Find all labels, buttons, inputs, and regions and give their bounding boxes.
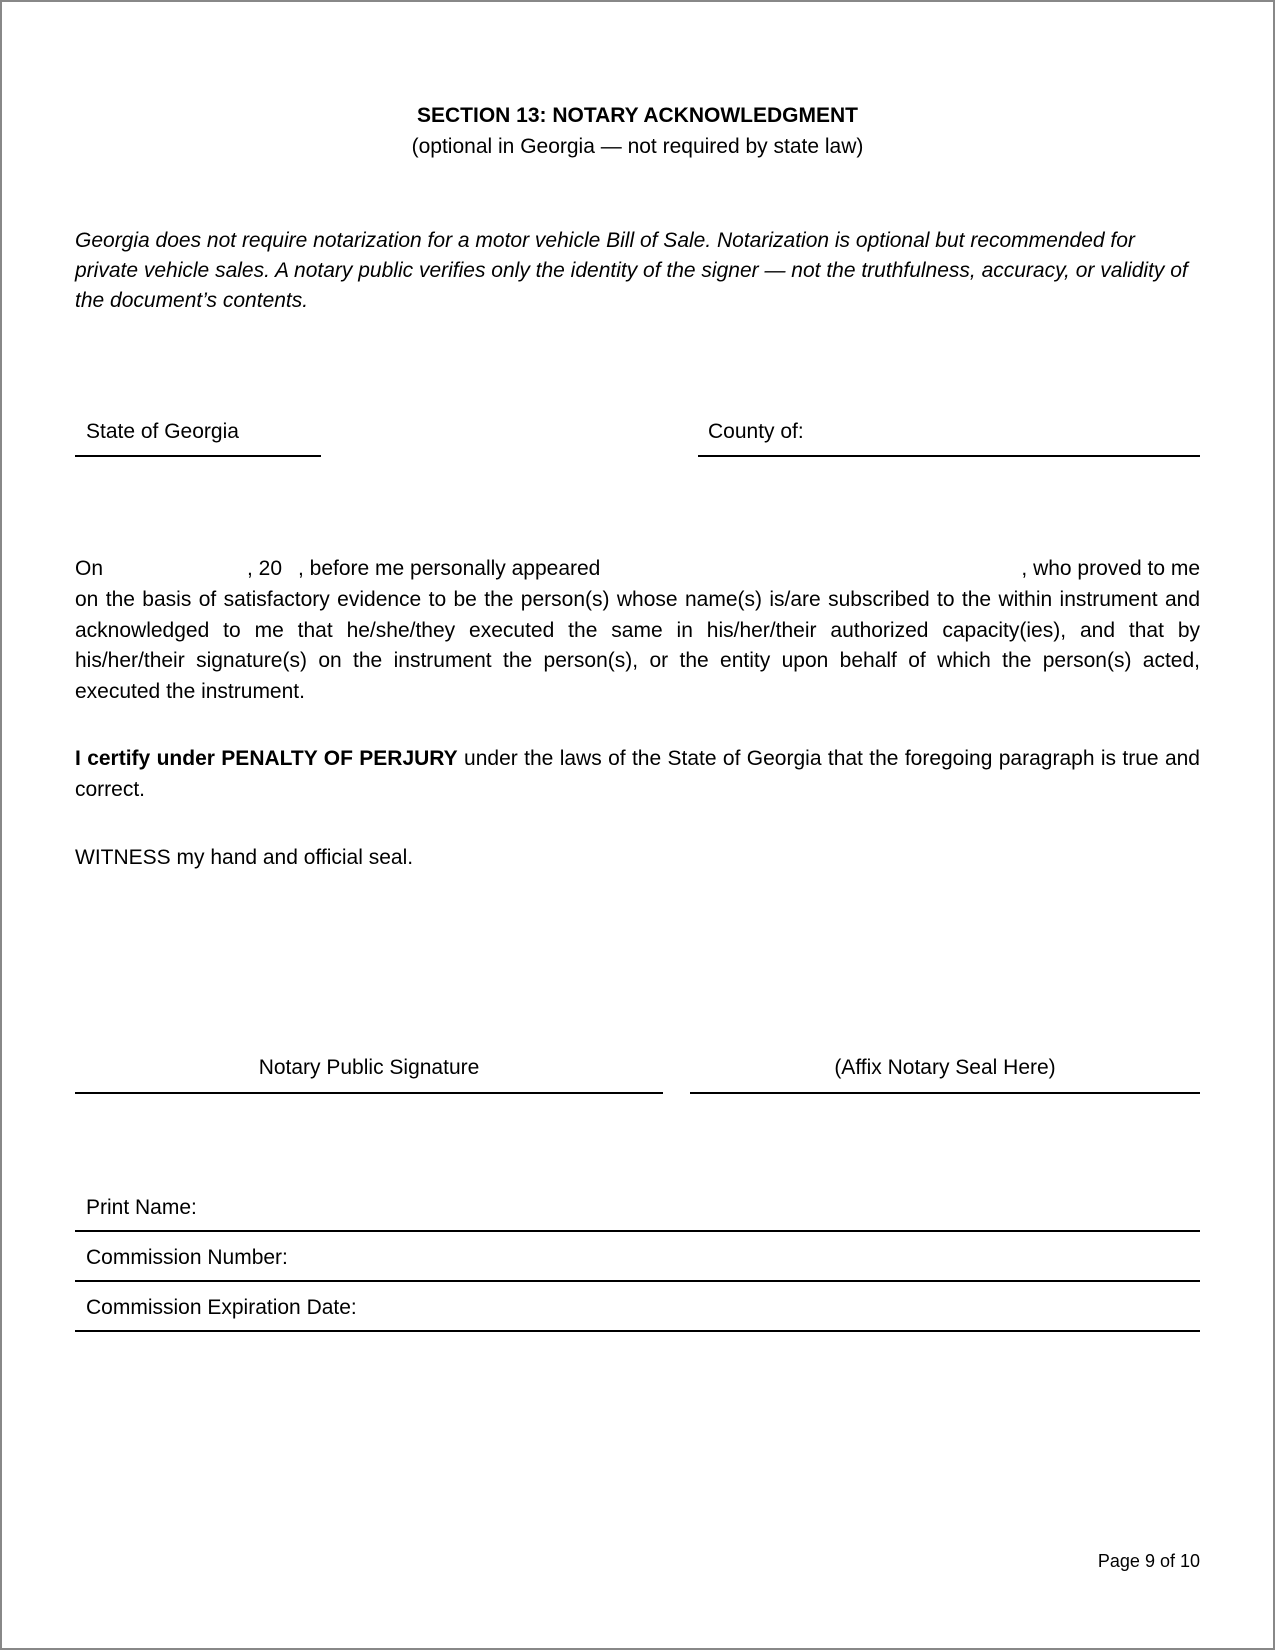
commission-expiration-label: Commission Expiration Date: xyxy=(86,1296,357,1319)
county-label: County of: xyxy=(708,420,804,443)
witness-line: WITNESS my hand and official seal. xyxy=(75,846,414,869)
print-name-field[interactable] xyxy=(75,1230,1200,1232)
certification-bold: I certify under PENALTY OF PERJURY xyxy=(75,747,458,770)
commission-expiration-field[interactable] xyxy=(75,1330,1200,1332)
ack-appeared: , before me personally appeared xyxy=(298,557,601,580)
certification-paragraph xyxy=(75,744,1200,805)
seal-label: (Affix Notary Seal Here) xyxy=(834,1056,1056,1079)
county-field[interactable] xyxy=(698,455,1200,457)
ack-proved: , who proved to me xyxy=(1021,557,1200,580)
ack-body: on the basis of satisfactory evidence to be the person(s) whose name(s) is/are subscribed to the within instrument and acknowledged to me that he/she/they executed the same in his/her/their authorized capacity(ies), and that by his/her/their signature(s) on the instrument the person(s), or the entity upon behalf of which the person(s) acted, executed the instrument. xyxy=(75,588,1200,703)
state-label: State of Georgia xyxy=(86,420,239,443)
print-name-label: Print Name: xyxy=(86,1196,197,1219)
seal-line xyxy=(690,1092,1200,1094)
page-number: Page 9 of 10 xyxy=(1097,1551,1200,1571)
notary-signature-label: Notary Public Signature xyxy=(258,1056,480,1079)
section-subtitle: (optional in Georgia — not required by state law) xyxy=(411,135,864,158)
ack-year-prefix: , 20 xyxy=(247,557,283,580)
state-line[interactable] xyxy=(75,455,321,457)
ack-on: On xyxy=(75,557,104,580)
intro-text: Georgia does not require notarization for a motor vehicle Bill of Sale. Notarization is optional but recommended for private vehicle sales. A notary public verifies only the identity of the signer — not the truthfulness, accuracy, or validity of the document’s contents. xyxy=(75,229,1188,312)
notary-signature-line[interactable] xyxy=(75,1092,663,1094)
commission-number-label: Commission Number: xyxy=(86,1246,288,1269)
certification-rest: under the laws of the State of Georgia that the foregoing paragraph is true and correct. xyxy=(75,747,1200,801)
section-title: SECTION 13: NOTARY ACKNOWLEDGMENT xyxy=(416,104,858,127)
commission-number-field[interactable] xyxy=(75,1280,1200,1282)
